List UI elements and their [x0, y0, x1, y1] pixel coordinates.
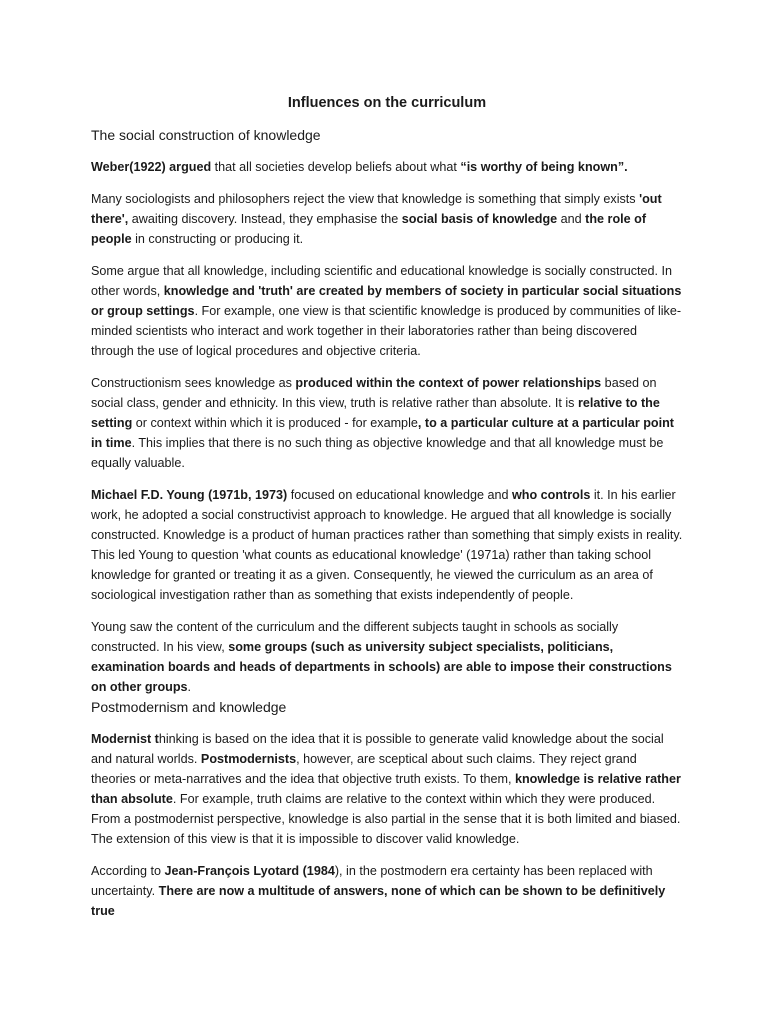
bold-text-run: Michael F.D. Young (1971b, 1973) — [91, 488, 288, 502]
section-postmodernism — [91, 697, 683, 921]
paragraph — [91, 373, 683, 473]
text-run: and — [557, 212, 586, 226]
paragraph — [91, 485, 683, 605]
bold-text-run: the role of people — [91, 212, 647, 246]
bold-text-run: Jean-François Lyotard (1984 — [164, 864, 335, 878]
document-page — [91, 93, 683, 921]
text-run: Some argue that all knowledge, including scientific and educational knowledge is socially constructed. In other words, — [91, 264, 673, 298]
paragraph — [91, 157, 683, 177]
bold-text-run: There are now a multitude of answers, none of which can be shown to be definitively true — [91, 884, 666, 918]
paragraph — [91, 729, 683, 849]
text-run: that all societies develop beliefs about what — [211, 160, 461, 174]
paragraph — [91, 189, 683, 249]
text-run: . This implies that there is no such thing as objective knowledge and that all knowledge must be equally valuable. — [91, 436, 664, 470]
text-run: Young saw the content of the curriculum and the different subjects taught in schools as socially constructed. In his view, — [91, 620, 619, 654]
bold-text-run: knowledge is relative rather than absolute — [91, 772, 681, 806]
section-heading: Postmodernism and knowledge — [91, 699, 287, 715]
paragraph — [91, 617, 683, 697]
bold-text-run: relative to the setting — [91, 396, 660, 430]
bold-text-run: , to a particular culture at a particular point in time — [91, 416, 674, 450]
bold-text-run: some groups (such as university subject specialists, politicians, examination boards and heads of departments in schools) are able to impose their constructions on other groups — [91, 640, 672, 694]
section-social-construction — [91, 125, 683, 697]
bold-text-run: 'out there', — [91, 192, 662, 226]
bold-text-run: knowledge and 'truth' are created by members of society in particular social situations or group settings — [91, 284, 682, 318]
text-run: ), in the postmodern era certainty has been replaced with uncertainty. — [91, 864, 653, 898]
bold-text-run: Postmodernists — [200, 752, 297, 766]
text-run: or context within which it is produced - for example — [132, 416, 418, 430]
text-run: . For example, truth claims are relative to the context within which they were produced. From a postmodernist perspective, knowledge is also partial in the sense that it is both limited and biased. The extension of this view is that it is impossible to discover valid knowledge. — [91, 792, 681, 846]
text-run: based on social class, gender and ethnicity. In this view, truth is relative rather than absolute. It is — [91, 376, 657, 410]
text-run: . — [187, 680, 192, 694]
text-run: Many sociologists and philosophers reject the view that knowledge is something that simply exists — [91, 192, 640, 206]
paragraph — [91, 261, 683, 361]
bold-text-run: social basis of knowledge — [401, 212, 558, 226]
text-run: focused on educational knowledge and — [287, 488, 512, 502]
bold-text-run: “is worthy of being known”. — [460, 160, 628, 174]
text-run: it. In his earlier work, he adopted a social constructivist approach to knowledge. He argued that all knowledge is socially constructed. Knowledge is a product of human practices rather than something that simply exists in reality. This led Young to question 'what counts as educational knowledge' (1971a) rather than taking school knowledge for granted or treating it as a given. Consequently, he viewed the curriculum as an area of sociological investigation rather than as something that exists independently of people. — [91, 488, 683, 602]
bold-text-run: who controls — [511, 488, 591, 502]
text-run: in constructing or producing it. — [131, 232, 304, 246]
text-run: Constructionism sees knowledge as — [91, 376, 296, 390]
text-run: . For example, one view is that scientific knowledge is produced by communities of like-minded scientists who interact and work together in their laboratories rather than being discovered through the use of logical procedures and objective criteria. — [91, 304, 682, 358]
bold-text-run: produced within the context of power relationships — [295, 376, 602, 390]
document-title: Influences on the curriculum — [287, 95, 487, 111]
bold-text-run: Modernist t — [91, 732, 159, 746]
paragraph — [91, 861, 683, 921]
section-heading: The social construction of knowledge — [91, 127, 321, 143]
text-run: According to — [91, 864, 165, 878]
text-run: , however, are sceptical about such claims. They reject grand theories or meta-narratives and the idea that objective truth exists. To them, — [91, 752, 637, 786]
text-run: hinking is based on the idea that it is possible to generate valid knowledge about the social and natural worlds. — [91, 732, 664, 766]
text-run: awaiting discovery. Instead, they emphasise the — [128, 212, 402, 226]
bold-text-run: Weber(1922) argued — [91, 160, 212, 174]
